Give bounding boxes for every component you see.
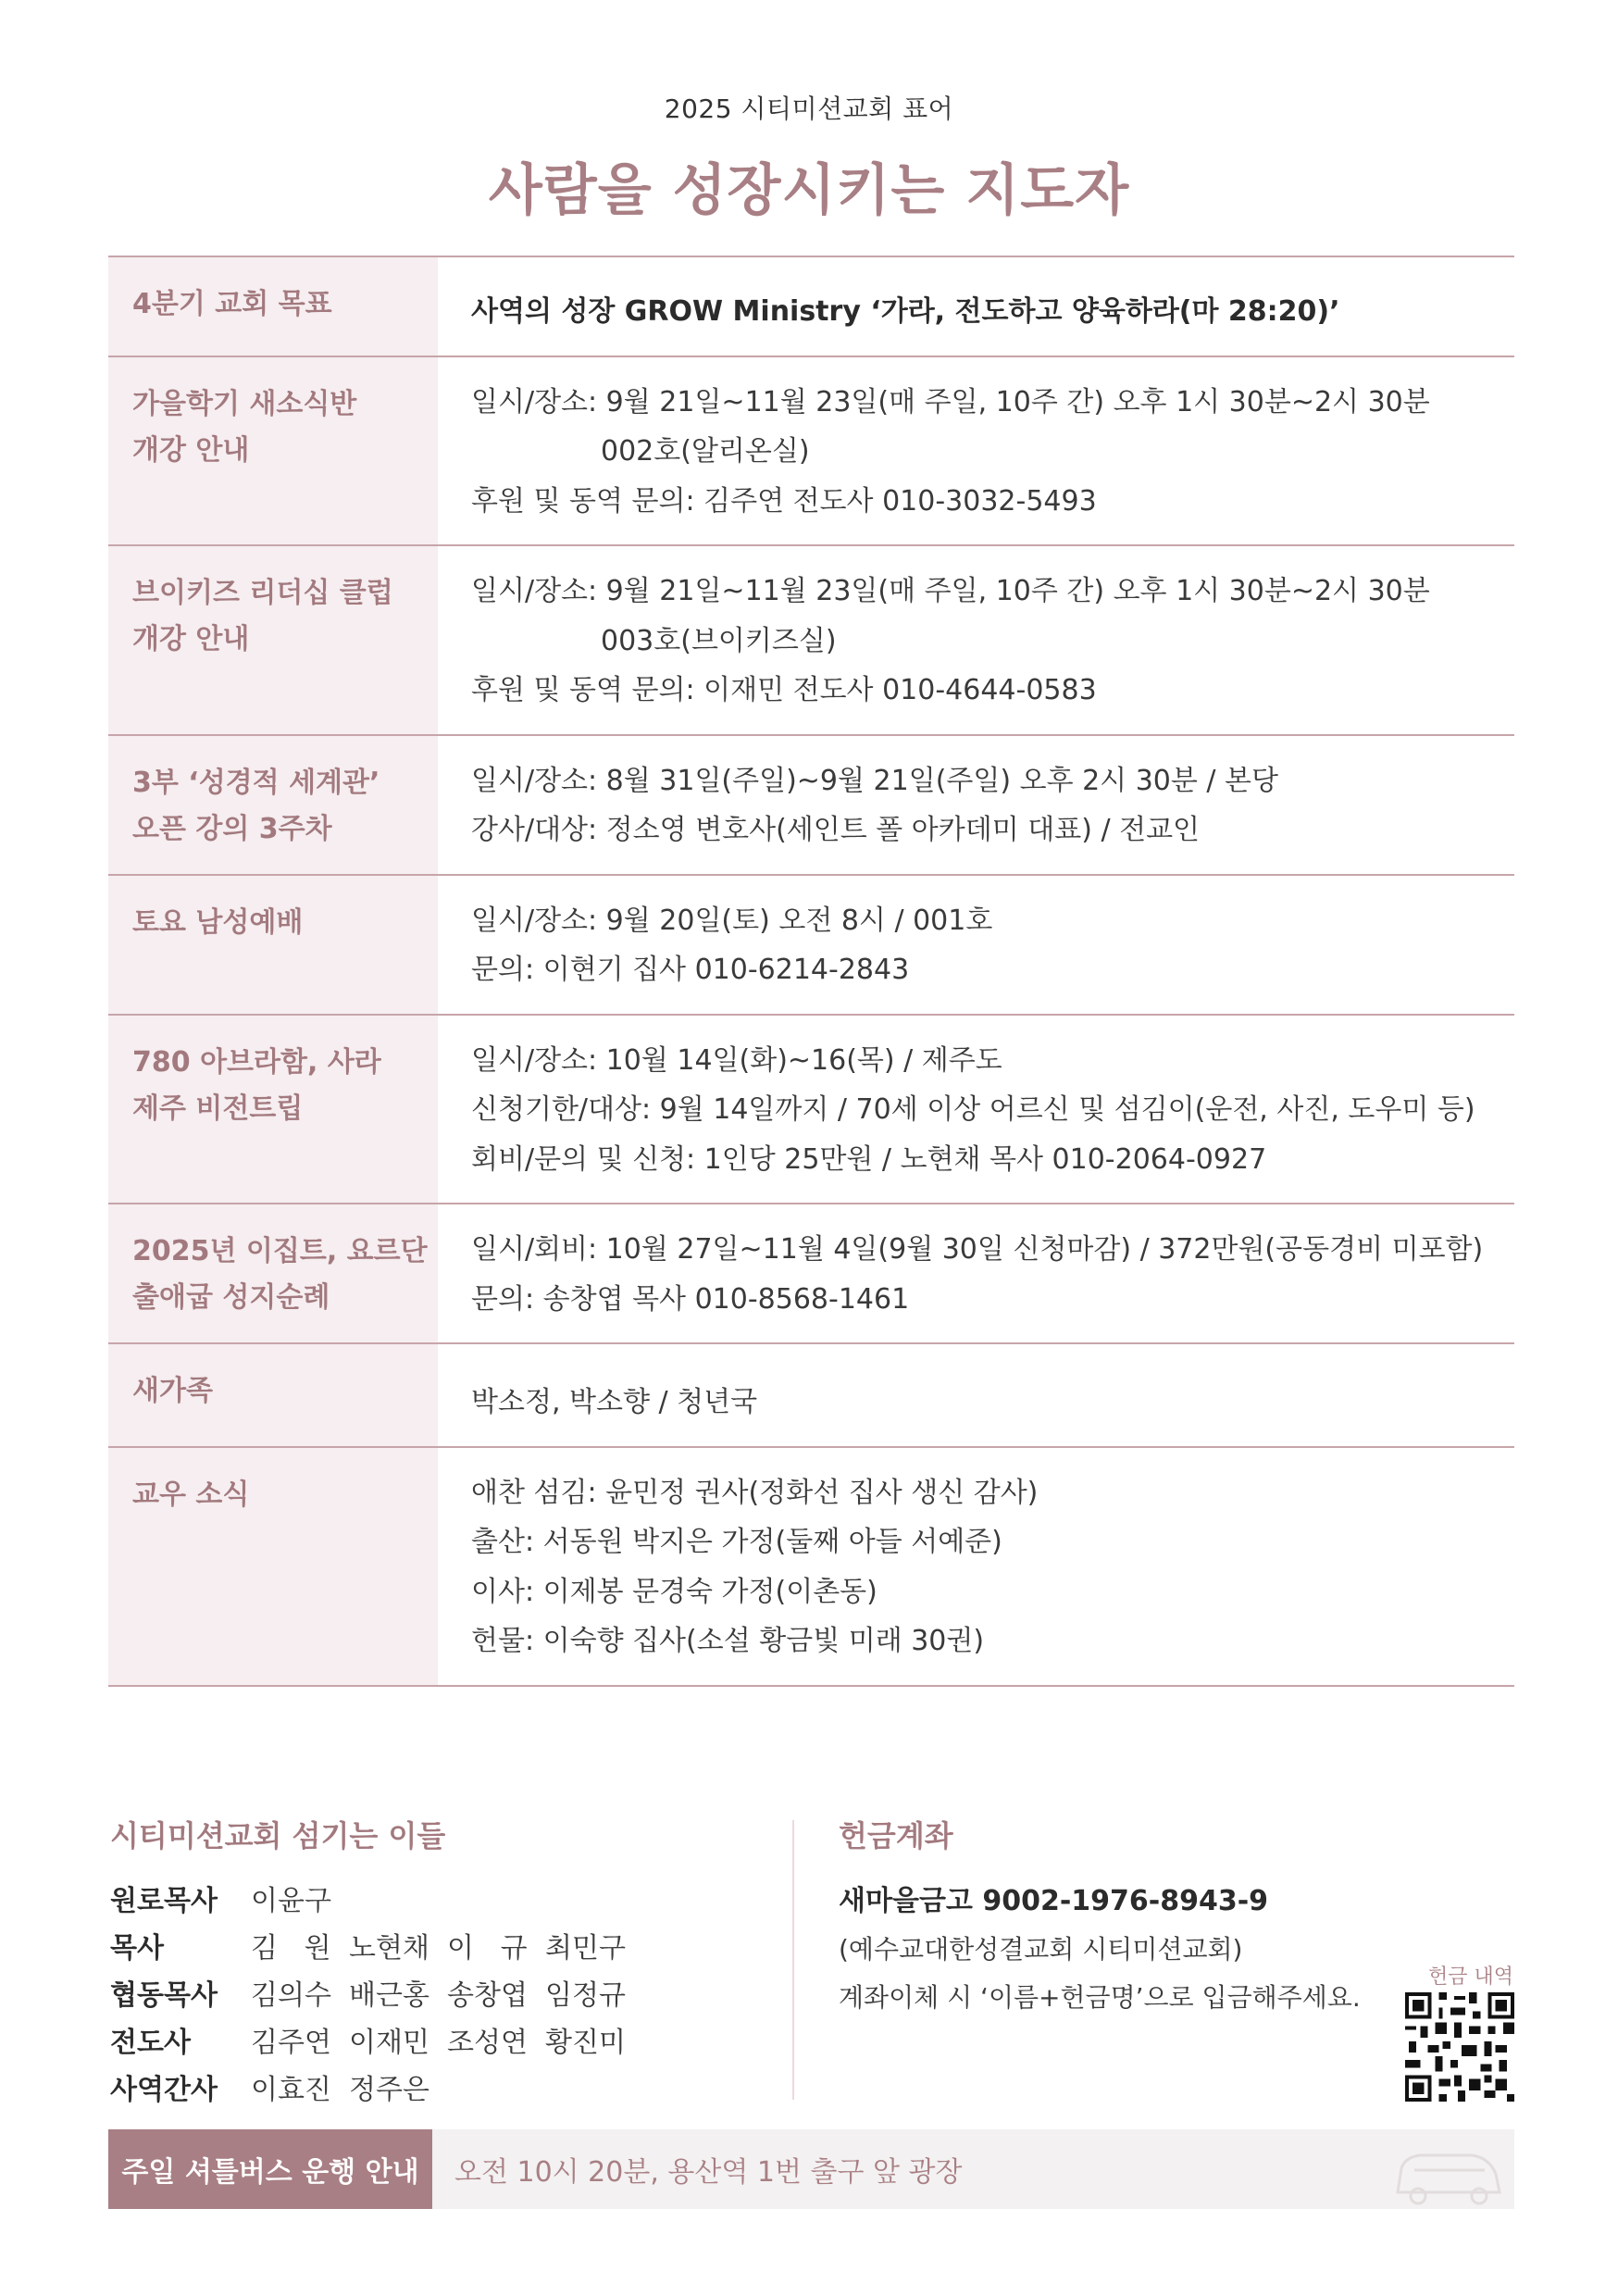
notice-body [438,1016,1514,1204]
notice-row [108,257,1514,357]
motto-subtitle: 2025 시티미션교회 표어 [664,94,954,124]
staff-name: 최민구 [545,1932,626,1965]
notice-label [108,1204,438,1342]
offering-account: 새마을금고 9002-1976-8943-9 [839,1885,1269,1917]
staff-role: 목사 [110,1932,164,1965]
notice-row [108,546,1514,736]
offering-section [839,1813,1361,2022]
notice-body-line: 문의: 이현기 집사 010-6214-2843 [471,954,910,986]
motto-title: 사람을 성장시키는 지도자 [488,158,1130,223]
staff-row [110,2019,814,2066]
notice-label-line: 토요 남성예배 [132,905,304,939]
staff-title: 시티미션교회 섬기는 이들 [110,1818,446,1853]
notice-label [108,736,438,874]
staff-name: 배근홍 [349,1979,429,2012]
notice-body-line: 일시/장소: 9월 21일~11월 23일(매 주일, 10주 간) 오후 1시 30분~2시 30분 [471,575,1430,607]
notice-label [108,357,438,545]
notice-body-line: 후원 및 동역 문의: 이재민 전도사 010-4644-0583 [471,674,1097,706]
staff-name: 황진미 [545,2027,626,2059]
notice-body-line: 신청기한/대상: 9월 14일까지 / 70세 이상 어르신 및 섬김이(운전, 사진, 도우미 등) [471,1093,1475,1126]
staff-role: 협동목사 [110,1979,218,2012]
staff-row [110,1878,814,1925]
staff-name: 조성연 [447,2027,528,2059]
notice-body-line: 일시/장소: 9월 21일~11월 23일(매 주일, 10주 간) 오후 1시 30분~2시 30분 [471,385,1430,418]
section-divider [792,1820,794,2100]
notice-body [438,1448,1514,1685]
staff-role: 원로목사 [110,1885,218,1917]
staff-name: 송창엽 [447,1979,528,2012]
staff-names [251,2066,447,2114]
header [0,89,1618,226]
notice-body-line: 후원 및 동역 문의: 김주연 전도사 010-3032-5493 [471,484,1097,518]
notice-label-line: 교우 소식 [132,1478,250,1511]
notice-body-line: 헌물: 이숙향 집사(소설 황금빛 미래 30권) [471,1625,985,1657]
notice-body-line: 002호(알리온실) [601,435,810,468]
notice-label [108,1448,438,1685]
offering-title: 헌금계좌 [839,1818,953,1853]
notice-body [438,546,1514,734]
notice-label-line: 출애굽 성지순례 [132,1281,330,1314]
notice-label-line: 오픈 강의 3주차 [132,812,332,845]
staff-name: 이재민 [349,2027,429,2059]
staff-role: 전도사 [110,2027,191,2059]
notice-label-line: 4분기 교회 목표 [132,288,332,320]
notice-body-line: 이사: 이제봉 문경숙 가정(이촌동) [471,1575,877,1608]
staff-names [251,1972,643,2019]
notice-row [108,1448,1514,1687]
staff-name: 노현채 [349,1932,429,1965]
notice-label [108,1016,438,1204]
staff-name: 이윤구 [251,1885,331,1917]
notice-row [108,876,1514,1016]
notice-body-line: 일시/장소: 10월 14일(화)~16(목) / 제주도 [471,1043,1002,1077]
notice-label [108,257,438,356]
notice-label-line: 새가족 [132,1375,213,1407]
staff-name: 이효진 [251,2074,331,2106]
notice-body [438,1344,1514,1446]
shuttle-label: 주일 셔틀버스 운행 안내 [108,2129,432,2209]
notice-label-line: 제주 비전트립 [132,1092,304,1125]
notice-body-line: 003호(브이키즈실) [601,624,837,657]
staff-name: 이 규 [447,1932,528,1965]
notice-body-line: 일시/회비: 10월 27일~11월 4일(9월 30일 신청마감) / 372만원(공동경비 미포함) [471,1233,1484,1266]
notice-body [438,1204,1514,1342]
notice-row [108,1016,1514,1205]
staff-name: 김 원 [251,1932,331,1965]
notice-body-line: 강사/대상: 정소영 변호사(세인트 폴 아카데미 대표) / 전교인 [471,814,1201,846]
staff-row [110,2066,814,2114]
notice-label-line: 개강 안내 [132,433,250,467]
qr-code-icon[interactable] [1405,1992,1514,2102]
notice-body-line: 사역의 성장 GROW Ministry ‘가라, 전도하고 양육하라(마 28:20)’ [471,295,1340,328]
staff-name: 김의수 [251,1979,331,2012]
notice-body [438,736,1514,874]
notice-body-line: 출산: 서동원 박지은 가정(둘째 아들 서예준) [471,1526,1002,1558]
notice-label [108,1344,438,1446]
notice-body-line: 회비/문의 및 신청: 1인당 25만원 / 노현채 목사 010-2064-0927 [471,1142,1267,1176]
offering-note: 계좌이체 시 ‘이름+헌금명’으로 입금해주세요. [839,1982,1361,2013]
staff-row [110,1972,814,2019]
staff-name: 김주연 [251,2027,331,2059]
notice-row [108,736,1514,876]
staff-name: 임정규 [545,1979,626,2012]
notice-label-line: 3부 ‘성경적 세계관’ [132,766,380,799]
staff-names [251,2019,643,2066]
notice-label [108,876,438,1014]
offering-holder: (예수교대한성결교회 시티미션교회) [839,1934,1243,1965]
shuttle-info: 오전 10시 20분, 용산역 1번 출구 앞 광장 [454,2156,963,2189]
notice-row [108,1204,1514,1344]
notice-body [438,876,1514,1014]
notice-label [108,546,438,734]
notice-body-line: 일시/장소: 8월 31일(주일)~9월 21일(주일) 오후 2시 30분 / 본당 [471,764,1278,797]
shuttle-bar [108,2129,1514,2209]
notice-body-line: 문의: 송창엽 목사 010-8568-1461 [471,1282,910,1316]
notice-body [438,357,1514,545]
notice-label-line: 브이키즈 리더십 클럽 [132,577,393,609]
notice-label-line: 780 아브라함, 사라 [132,1045,381,1079]
qr-label: 헌금 내역 [1427,1965,1513,1989]
notice-body-line: 박소정, 박소향 / 청년국 [471,1386,758,1418]
notice-body-line: 일시/장소: 9월 20일(토) 오전 8시 / 001호 [471,904,993,937]
staff-section [110,1813,814,2114]
staff-names [251,1925,643,1972]
notice-label-line: 2025년 이집트, 요르단 [132,1235,428,1267]
staff-row [110,1925,814,1972]
notice-body [438,257,1514,356]
staff-list [110,1878,814,2114]
notice-row [108,1344,1514,1448]
notice-label-line: 가을학기 새소식반 [132,387,357,420]
bus-icon [1392,2146,1503,2207]
staff-names [251,1878,349,1925]
notice-table [108,256,1514,1687]
staff-name: 정주은 [349,2074,429,2106]
notice-row [108,357,1514,547]
staff-role: 사역간사 [110,2074,218,2106]
notice-body-line: 애찬 섬김: 윤민정 권사(정화선 집사 생신 감사) [471,1476,1039,1509]
notice-label-line: 개강 안내 [132,623,250,655]
